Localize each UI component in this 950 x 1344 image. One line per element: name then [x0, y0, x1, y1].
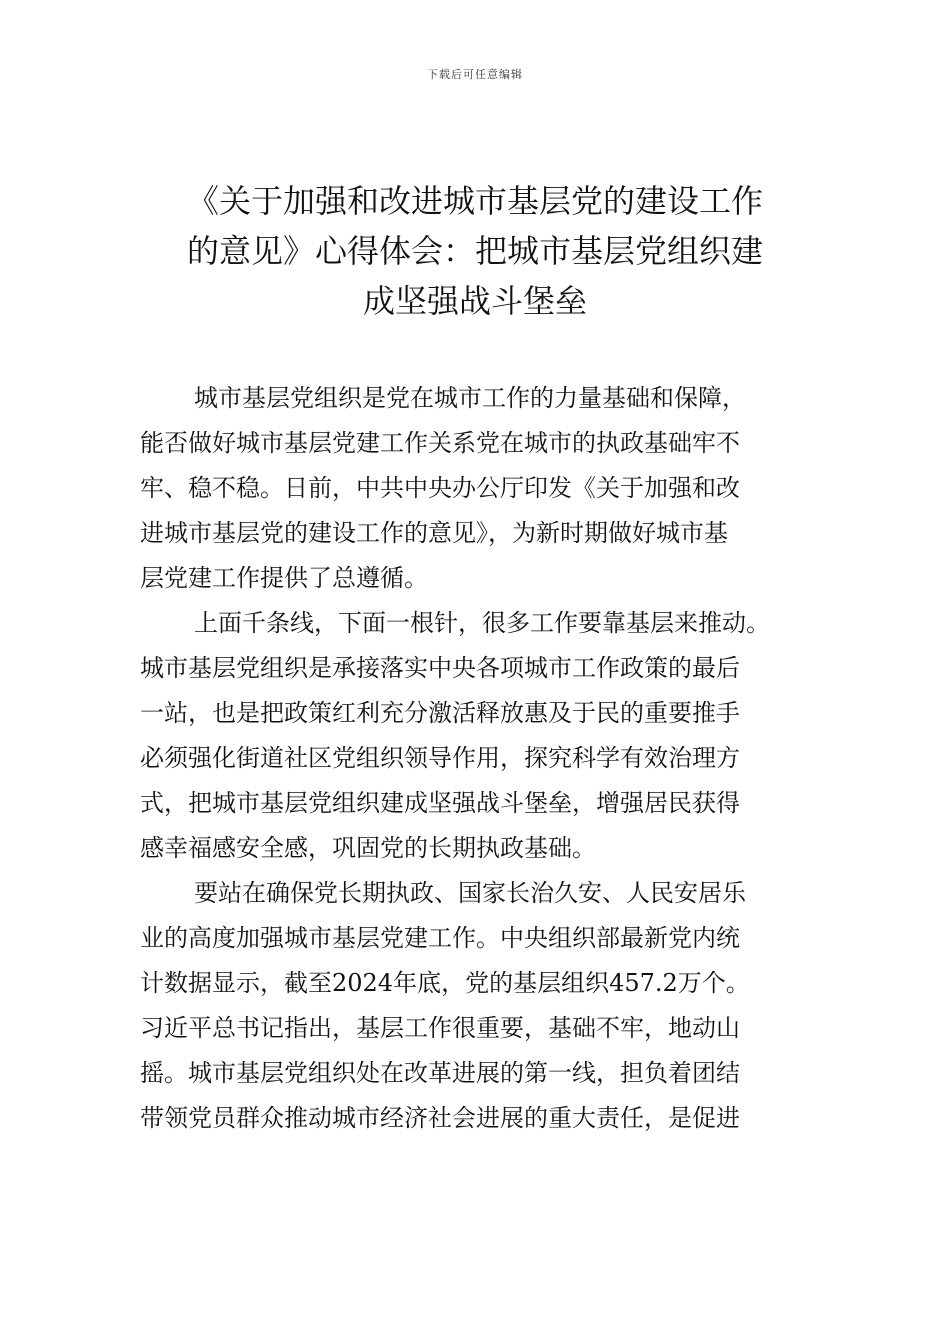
paragraph-line: 要站在确保党长期执政、国家长治久安、人民安居乐 [194, 879, 746, 907]
document-body [140, 376, 830, 1141]
paragraph [140, 601, 830, 871]
paragraph-line: 牢、稳不稳。日前，中共中央办公厅印发《关于加强和改 [140, 474, 740, 502]
paragraph-line: 摇。城市基层党组织处在改革进展的第一线，担负着团结 [140, 1059, 740, 1087]
paragraph-line: 能否做好城市基层党建工作关系党在城市的执政基础牢不 [140, 429, 740, 457]
paragraph-line: 计数据显示，截至2024年底，党的基层组织457.2万个。 [140, 969, 750, 997]
paragraph-line: 上面千条线，下面一根针，很多工作要靠基层来推动。 [194, 609, 770, 637]
paragraph [140, 871, 830, 1141]
title-line: 成坚强战斗堡垒 [362, 282, 587, 320]
paragraph-line: 感幸福感安全感，巩固党的长期执政基础。 [140, 834, 596, 862]
paragraph-line: 业的高度加强城市基层党建工作。中央组织部最新党内统 [140, 924, 740, 952]
paragraph [140, 376, 830, 601]
paragraph-line: 习近平总书记指出，基层工作很重要，基础不牢，地动山 [140, 1014, 740, 1042]
document-title [140, 176, 810, 326]
paragraph-line: 城市基层党组织是党在城市工作的力量基础和保障， [194, 384, 746, 412]
paragraph-line: 城市基层党组织是承接落实中央各项城市工作政策的最后 [140, 654, 740, 682]
title-line: 的意见》心得体会：把城市基层党组织建 [186, 232, 763, 270]
paragraph-line: 层党建工作提供了总遵循。 [140, 564, 428, 592]
paragraph-line: 一站，也是把政策红利充分激活释放惠及于民的重要推手 [140, 699, 740, 727]
paragraph-line: 带领党员群众推动城市经济社会进展的重大责任，是促进 [140, 1104, 740, 1132]
paragraph-line: 进城市基层党的建设工作的意见》，为新时期做好城市基 [140, 519, 728, 547]
title-line: 《关于加强和改进城市基层党的建设工作 [186, 182, 763, 220]
page-header-note: 下载后可任意编辑 [427, 68, 523, 81]
paragraph-line: 式，把城市基层党组织建成坚强战斗堡垒，增强居民获得 [140, 789, 740, 817]
paragraph-line: 必须强化街道社区党组织领导作用，探究科学有效治理方 [140, 744, 740, 772]
